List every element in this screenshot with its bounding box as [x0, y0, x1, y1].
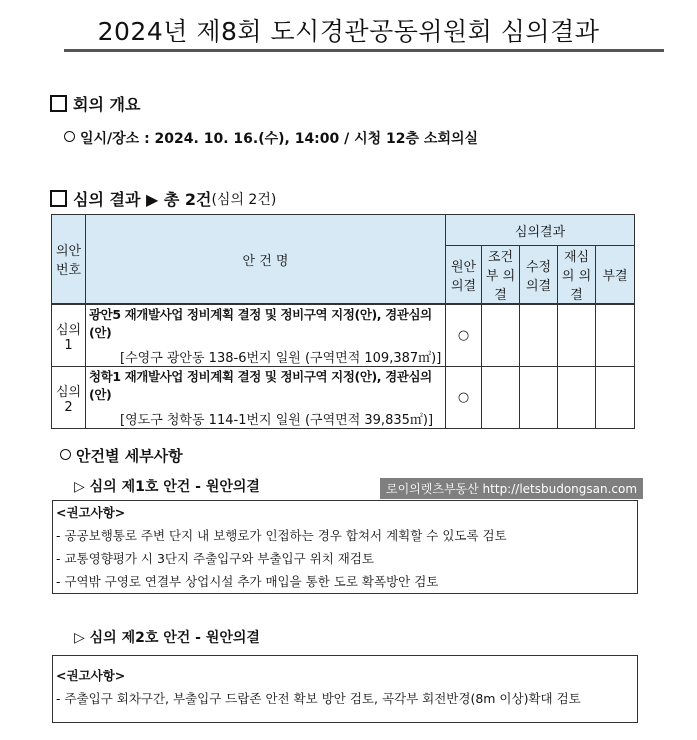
table-header-row [52, 215, 635, 246]
item1-line: - 구역밖 구영로 연결부 상업시설 추가 매입을 통한 도로 확폭방안 검토 [56, 574, 439, 589]
results-table [51, 214, 635, 429]
page-title: 2024년 제8회 도시경관공동위원회 심의결과 [97, 17, 600, 46]
item2-box-title: <권고사항> [56, 668, 126, 683]
item1-heading: ▷ 심의 제1호 안건 - 원안의결 [74, 479, 260, 495]
results-heading-text: 심의 결과 ▶ 총 2건 [73, 190, 212, 209]
row-item-name [86, 304, 446, 367]
item2-heading: ▷ 심의 제2호 안건 - 원안의결 [74, 630, 260, 646]
row-cell-empty [558, 367, 596, 429]
col-header-no: 의안 번호 [52, 215, 86, 305]
row-cell-empty [520, 367, 558, 429]
item2-recommendation-box [52, 655, 638, 723]
results-heading-note: (심의 2건) [211, 191, 277, 208]
col-header-rejected: 부결 [596, 246, 635, 305]
item1-line: - 교통영향평가 시 3단지 주출입구와 부출입구 위치 재검토 [56, 551, 375, 566]
col-header-original: 원안 의결 [446, 246, 482, 305]
table-row [52, 367, 635, 429]
row-no: 심의 1 [52, 304, 86, 367]
row-mark-original: ○ [446, 304, 482, 367]
item1-box-title: <권고사항> [56, 505, 126, 520]
row-item-location: [수영구 광안동 138-6번지 일원 (구역면적 109,387㎡)] [120, 351, 442, 366]
row-no: 심의 2 [52, 367, 86, 429]
row-cell-empty [596, 367, 635, 429]
col-header-name: 안 건 명 [86, 215, 446, 305]
col-header-reexamine: 재심의 의결 [558, 246, 596, 305]
col-header-result-group: 심의결과 [446, 215, 635, 246]
row-item-title: 광안5 재개발사업 정비계획 결정 및 정비구역 지정(안), 경관심의(안) [89, 307, 432, 340]
row-cell-empty [520, 304, 558, 367]
row-cell-empty [482, 367, 520, 429]
overview-heading [50, 92, 140, 115]
meeting-datetime [64, 128, 478, 148]
col-header-modified: 수정 의결 [520, 246, 558, 305]
row-cell-empty [482, 304, 520, 367]
row-item-title: 청학1 재개발사업 정비계획 결정 및 정비구역 지정(안), 경관심의(안) [89, 369, 432, 402]
row-mark-original: ○ [446, 367, 482, 429]
checkbox-square-icon [50, 95, 67, 112]
col-header-conditional: 조건부 의결 [482, 246, 520, 305]
item2-line: - 주출입구 회차구간, 부출입구 드랍존 안전 확보 방안 검토, 곡각부 회전반경(8m 이상)확대 검토 [56, 691, 581, 706]
circle-bullet-icon [64, 131, 75, 142]
circle-bullet-icon [60, 449, 71, 460]
item1-line: - 공공보행통로 주변 단지 내 보행로가 인접하는 경우 합쳐서 계획할 수 있도록 검토 [56, 528, 507, 543]
details-heading [60, 445, 183, 466]
table-row [52, 304, 635, 367]
checkbox-square-icon [50, 190, 67, 207]
row-item-name [86, 367, 446, 429]
details-heading-text: 안건별 세부사항 [76, 447, 183, 465]
watermark: 로이의렛츠부동산 http://letsbudongsan.com [380, 478, 643, 499]
overview-heading-text: 회의 개요 [73, 95, 141, 114]
results-heading [50, 187, 276, 210]
row-cell-empty [558, 304, 596, 367]
title-divider [64, 49, 664, 52]
item1-recommendation-box [52, 500, 638, 594]
row-item-location: [영도구 청학동 114-1번지 일원 (구역면적 39,835㎡)] [120, 413, 434, 428]
meeting-datetime-text: 일시/장소 : 2024. 10. 16.(수), 14:00 / 시청 12층 소회의실 [80, 131, 479, 147]
row-cell-empty [596, 304, 635, 367]
